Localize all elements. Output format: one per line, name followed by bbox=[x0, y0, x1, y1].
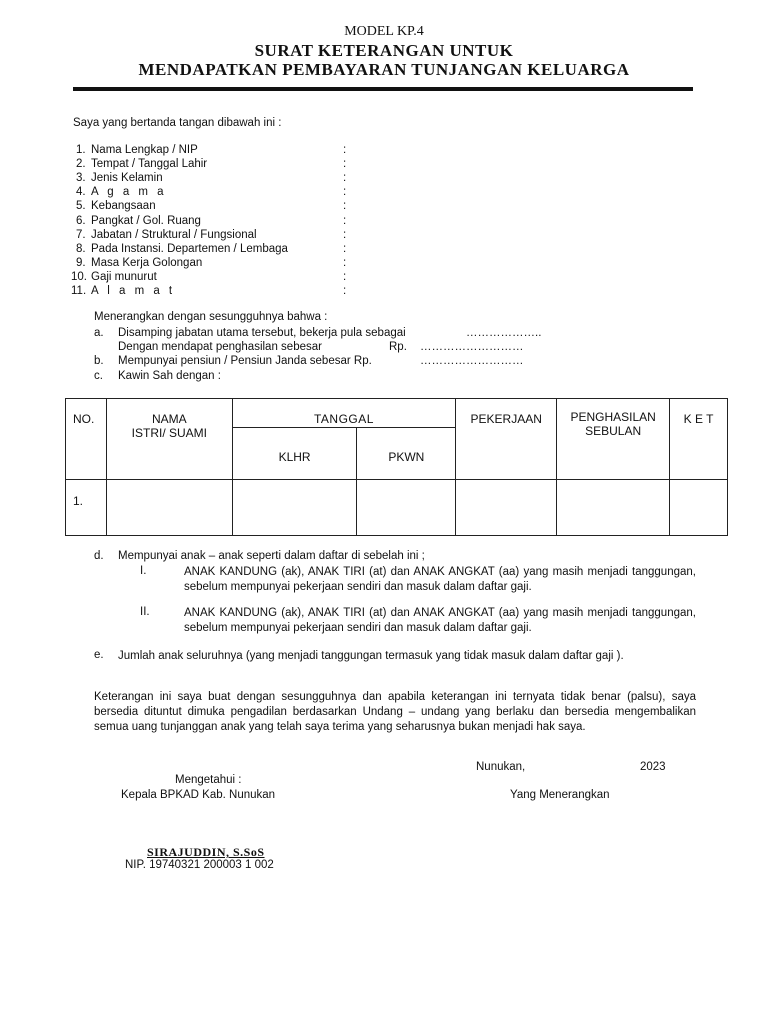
item-ii-number: II. bbox=[140, 606, 150, 618]
item-a-income-dots: ……………………… bbox=[420, 341, 524, 353]
field-label: Tempat / Tanggal Lahir bbox=[91, 158, 208, 170]
intro-text: Saya yang bertanda tangan dibawah ini : bbox=[73, 117, 282, 129]
item-ii-text: ANAK KANDUNG (ak), ANAK TIRI (at) dan ANAK ANGKAT (aa) yang masih menjadi tanggungan, sebelum mempunyai pekerjaan sendiri dan masuk dalam daftar gaji. bbox=[184, 607, 696, 634]
header-nama: NAMA ISTRI/ SUAMI bbox=[106, 399, 232, 480]
field-number: 3. bbox=[76, 172, 86, 184]
row-no-cell: 1. bbox=[66, 480, 107, 536]
left-signer-name: SIRAJUDDIN, S.SoS bbox=[147, 845, 265, 859]
field-number: 9. bbox=[76, 257, 86, 269]
form-model-code: MODEL KP.4 bbox=[344, 24, 424, 39]
row-penghasilan-cell[interactable] bbox=[557, 480, 670, 536]
item-b-letter: b. bbox=[94, 355, 104, 367]
item-i-number: I. bbox=[140, 565, 147, 577]
item-a-income-label: Dengan mendapat penghasilan sebesar bbox=[118, 341, 322, 353]
field-separator: : bbox=[343, 186, 347, 198]
item-a-text: Disamping jabatan utama tersebut, bekerja pula sebagai bbox=[118, 327, 406, 339]
field-separator: : bbox=[343, 229, 347, 241]
field-separator: : bbox=[343, 200, 347, 212]
field-number: 4. bbox=[76, 186, 86, 198]
field-number: 11. bbox=[71, 285, 87, 297]
field-number: 5. bbox=[76, 200, 86, 212]
left-sign-title-1: Mengetahui : bbox=[175, 774, 242, 786]
left-sign-title-2: Kepala BPKAD Kab. Nunukan bbox=[121, 789, 276, 801]
item-e-letter: e. bbox=[94, 649, 104, 661]
row-pkwn-cell[interactable] bbox=[357, 480, 456, 536]
row-nama-cell[interactable] bbox=[106, 480, 232, 536]
field-number: 10. bbox=[71, 271, 87, 283]
row-klhr-cell[interactable] bbox=[232, 480, 357, 536]
field-label: Masa Kerja Golongan bbox=[91, 257, 203, 269]
item-a-rp: Rp. bbox=[389, 341, 407, 353]
item-b-dots: ……………………… bbox=[420, 355, 524, 367]
field-number: 8. bbox=[76, 243, 86, 255]
field-label: A l a m a t bbox=[91, 285, 176, 297]
field-label: Pangkat / Gol. Ruang bbox=[91, 215, 201, 227]
field-separator: : bbox=[343, 158, 347, 170]
field-separator: : bbox=[343, 271, 347, 283]
item-c-text: Kawin Sah dengan : bbox=[118, 370, 221, 382]
field-label: Jabatan / Struktural / Fungsional bbox=[91, 229, 257, 241]
header-pkwn: PKWN bbox=[357, 428, 456, 480]
field-label: Gaji munurut bbox=[91, 271, 157, 283]
table-row bbox=[66, 480, 728, 536]
field-separator: : bbox=[343, 243, 347, 255]
header-penghasilan: PENGHASILAN SEBULAN bbox=[557, 399, 670, 480]
spouse-table bbox=[65, 398, 728, 536]
field-label: Pada Instansi. Departemen / Lembaga bbox=[91, 243, 288, 255]
item-a-dots: ……………….. bbox=[466, 327, 542, 339]
field-number: 1. bbox=[76, 144, 86, 156]
signature-year: 2023 bbox=[640, 761, 666, 773]
header-klhr: KLHR bbox=[232, 428, 357, 480]
statement-lead: Menerangkan dengan sesungguhnya bahwa : bbox=[94, 311, 328, 323]
left-signer-nip: NIP. 19740321 200003 1 002 bbox=[125, 859, 274, 871]
item-i-text: ANAK KANDUNG (ak), ANAK TIRI (at) dan ANAK ANGKAT (aa) yang masih menjadi tanggungan, sebelum mempunyai pekerjaan sendiri dan masuk dalam daftar gaji. bbox=[184, 566, 696, 593]
field-label: Jenis Kelamin bbox=[91, 172, 163, 184]
item-b-text: Mempunyai pensiun / Pensiun Janda sebesar Rp. bbox=[118, 355, 372, 367]
item-e-text: Jumlah anak seluruhnya (yang menjadi tanggungan termasuk yang tidak masuk dalam daftar gaji ). bbox=[118, 650, 624, 662]
field-label: A g a m a bbox=[91, 186, 167, 198]
header-no: NO. bbox=[66, 399, 107, 480]
field-number: 2. bbox=[76, 158, 86, 170]
item-d-text: Mempunyai anak – anak seperti dalam daftar di sebelah ini ; bbox=[118, 550, 425, 562]
field-label: Nama Lengkap / NIP bbox=[91, 144, 198, 156]
row-pekerjaan-cell[interactable] bbox=[456, 480, 557, 536]
closing-statement: Keterangan ini saya buat dengan sesungguhnya dan apabila keterangan ini ternyata tidak benar (palsu), saya bersedia dituntut dimuka pengadilan berdasarkan Undang – undang yang berlaku dan bersedia mengembalikan semua uang tunjanggan anak yang telah saya terima yang seharusnya bukan menjadi hak saya. bbox=[94, 691, 696, 733]
document-title-line1: SURAT KETERANGAN UNTUK bbox=[254, 41, 514, 60]
field-separator: : bbox=[343, 257, 347, 269]
signature-place: Nunukan, bbox=[476, 761, 526, 773]
document-title-line2: MENDAPATKAN PEMBAYARAN TUNJANGAN KELUARGA bbox=[138, 60, 630, 79]
row-ket-cell[interactable] bbox=[670, 480, 728, 536]
item-a-letter: a. bbox=[94, 327, 104, 339]
header-divider bbox=[73, 87, 693, 91]
item-d-letter: d. bbox=[94, 550, 104, 562]
header-ket: K E T bbox=[670, 399, 728, 480]
field-number: 7. bbox=[76, 229, 86, 241]
item-c-letter: c. bbox=[94, 370, 103, 382]
field-separator: : bbox=[343, 285, 347, 297]
field-label: Kebangsaan bbox=[91, 200, 156, 212]
header-pekerjaan: PEKERJAAN bbox=[456, 399, 557, 480]
right-sign-title: Yang Menerangkan bbox=[510, 789, 610, 801]
header-tanggal: TANGGAL bbox=[232, 399, 456, 428]
field-separator: : bbox=[343, 172, 347, 184]
field-number: 6. bbox=[76, 215, 86, 227]
field-separator: : bbox=[343, 215, 347, 227]
field-separator: : bbox=[343, 144, 347, 156]
